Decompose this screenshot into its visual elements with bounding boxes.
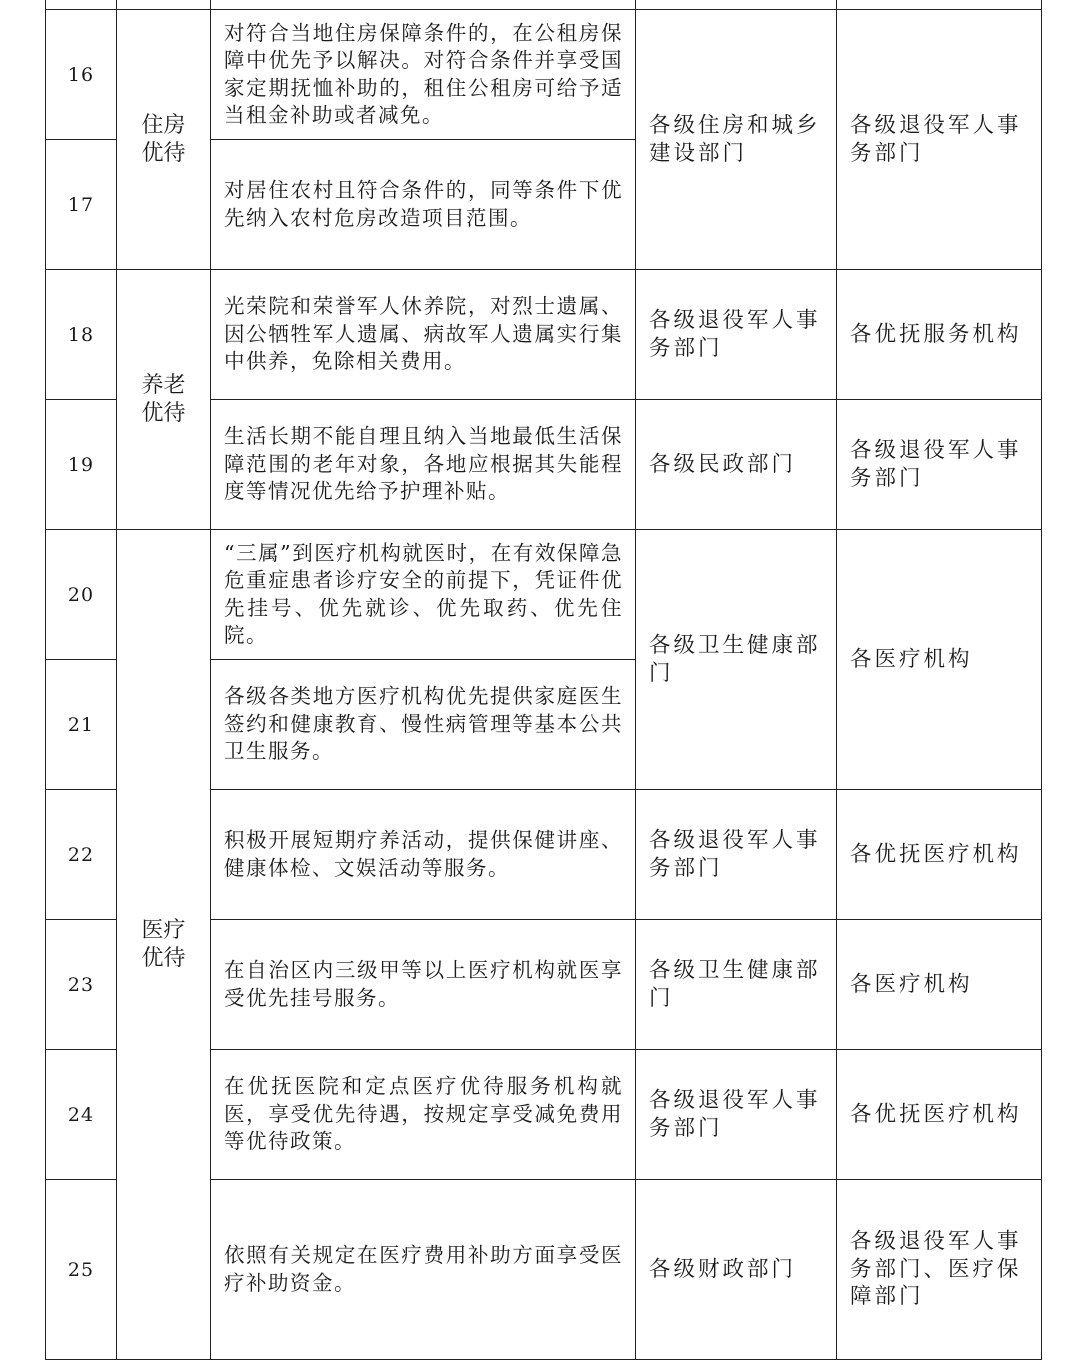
table-row-continued	[46, 0, 1042, 10]
content-cell: 对居住农村且符合条件的，同等条件下优先纳入农村危房改造项目范围。	[211, 140, 636, 270]
lead-dept-cell: 各级退役军人事务部门	[636, 790, 837, 920]
coop-dept-cell: 各级退役军人事务部门	[837, 10, 1042, 270]
content-cell: 各级各类地方医疗机构优先提供家庭医生签约和健康教育、慢性病管理等基本公共卫生服务。	[211, 660, 636, 790]
content-cell: 依照有关规定在医疗费用补助方面享受医疗补助资金。	[211, 1180, 636, 1360]
category-label: 养老优待	[141, 372, 186, 426]
coop-dept-cell: 各优抚医疗机构	[837, 790, 1042, 920]
row-number: 22	[46, 790, 117, 920]
coop-dept-cell: 各医疗机构	[837, 920, 1042, 1050]
category-label: 住房优待	[141, 112, 186, 166]
coop-dept-cell: 各级退役军人事务部门	[837, 400, 1042, 530]
row-number: 16	[46, 10, 117, 140]
coop-dept-cell: 各级退役军人事务部门、医疗保障部门	[837, 1180, 1042, 1360]
category-label: 医疗优待	[141, 917, 186, 971]
content-cell: 在优抚医院和定点医疗优待服务机构就医，享受优先待遇，按规定享受减免费用等优待政策。	[211, 1050, 636, 1180]
row-number: 18	[46, 270, 117, 400]
lead-dept-cell: 各级退役军人事务部门	[636, 1050, 837, 1180]
row-number: 19	[46, 400, 117, 530]
row-number: 21	[46, 660, 117, 790]
lead-dept-cell: 各级退役军人事务部门	[636, 270, 837, 400]
content-cell: 对符合当地住房保障条件的，在公租房保障中优先予以解决。对符合条件并享受国家定期抚恤补助的，租住公租房可给予适当租金补助或者减免。	[211, 10, 636, 140]
coop-dept-cell: 各优抚服务机构	[837, 270, 1042, 400]
lead-dept-cell: 各级民政部门	[636, 400, 837, 530]
row-number: 17	[46, 140, 117, 270]
lead-dept-cell: 各级住房和城乡建设部门	[636, 10, 837, 270]
content-cell: 生活长期不能自理且纳入当地最低生活保障范围的老年对象，各地应根据其失能程度等情况优先给予护理补贴。	[211, 400, 636, 530]
table-row	[46, 10, 1042, 140]
content-cell: 在自治区内三级甲等以上医疗机构就医享受优先挂号服务。	[211, 920, 636, 1050]
lead-dept-cell: 各级财政部门	[636, 1180, 837, 1360]
lead-dept-cell: 各级卫生健康部门	[636, 920, 837, 1050]
row-number: 25	[46, 1180, 117, 1360]
content-cell: “三属”到医疗机构就医时，在有效保障急危重症患者诊疗安全的前提下，凭证件优先挂号、优先就诊、优先取药、优先住院。	[211, 530, 636, 660]
content-cell: 积极开展短期疗养活动，提供保健讲座、健康体检、文娱活动等服务。	[211, 790, 636, 920]
policy-table	[45, 0, 1042, 1360]
content-cell: 光荣院和荣誉军人休养院，对烈士遗属、因公牺牲军人遗属、病故军人遗属实行集中供养，免除相关费用。	[211, 270, 636, 400]
row-number: 20	[46, 530, 117, 660]
category-cell	[117, 10, 211, 270]
row-number: 24	[46, 1050, 117, 1180]
row-number: 23	[46, 920, 117, 1050]
lead-dept-cell: 各级卫生健康部门	[636, 530, 837, 790]
coop-dept-cell: 各优抚医疗机构	[837, 1050, 1042, 1180]
category-cell	[117, 270, 211, 530]
table-row	[46, 530, 1042, 660]
category-cell	[117, 530, 211, 1360]
coop-dept-cell: 各医疗机构	[837, 530, 1042, 790]
table-row	[46, 270, 1042, 400]
